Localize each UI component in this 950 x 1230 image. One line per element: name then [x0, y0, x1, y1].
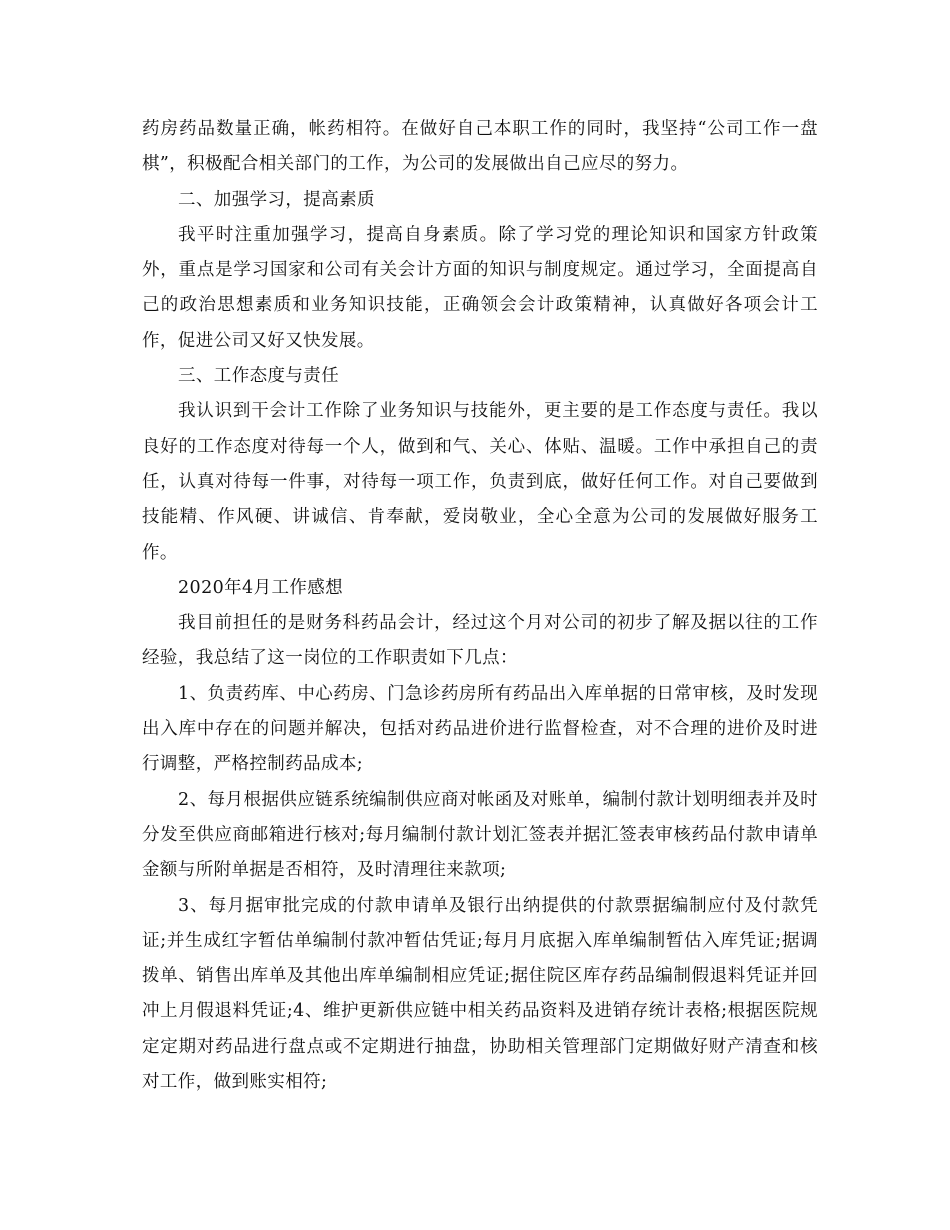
paragraph-item-2: 2、每月根据供应链系统编制供应商对帐函及对账单，编制付款计划明细表并及时分发至供应商邮箱进行核对;每月编制付款计划汇签表并据汇签表审核药品付款申请单金额与所附单据是否相符，及时清理往来款项;: [142, 789, 818, 881]
paragraph-item-3: 3、每月据审批完成的付款申请单及银行出纳提供的付款票据编制应付及付款凭证;并生成红字暂估单编制付款冲暂估凭证;每月月底据入库单编制暂估入库凭证;据调拨单、销售出库单及其他出库单编制相应凭证;据住院区库存药品编制假退料凭证并回冲上月假退料凭证;4、维护更新供应链中相关药品资料及进销存统计表格;根据医院规定定期对药品进行盘点或不定期进行抽盘，协助相关管理部门定期做好财产清查和核对工作，做到账实相符;: [142, 895, 818, 1093]
paragraph-study: 我平时注重加强学习，提高自身素质。除了学习党的理论知识和国家方针政策外，重点是学习国家和公司有关会计方面的知识与制度规定。通过学习，全面提高自己的政治思想素质和业务知识技能，正确领会会计政策精神，认真做好各项会计工作，促进公司又好又快发展。: [142, 224, 818, 351]
section-heading-attitude: 三、工作态度与责任: [178, 366, 340, 387]
paragraph-continuation: 药房药品数量正确，帐药相符。在做好自己本职工作的同时，我坚持“公司工作一盘棋”，积极配合相关部门的工作，为公司的发展做出自己应尽的努力。: [142, 119, 818, 175]
paragraph-intro: 我目前担任的是财务科药品会计，经过这个月对公司的初步了解及据以往的工作经验，我总结了这一岗位的工作职责如下几点：: [142, 613, 818, 669]
paragraph-attitude: 我认识到干会计工作除了业务知识与技能外，更主要的是工作态度与责任。我以良好的工作态度对待每一个人，做到和气、关心、体贴、温暖。工作中承担自己的责任，认真对待每一件事，对待每一项工作，负责到底，做好任何工作。对自己要做到技能精、作风硬、讲诚信、肯奉献，爱岗敬业，全心全意为公司的发展做好服务工作。: [142, 401, 818, 563]
paragraph-item-1: 1、负责药库、中心药房、门急诊药房所有药品出入库单据的日常审核，及时发现出入库中存在的问题并解决，包括对药品进价进行监督检查，对不合理的进价及时进行调整，严格控制药品成本;: [142, 683, 818, 775]
document-body: [142, 112, 818, 1100]
section-heading-april: 2020年4月工作感想: [178, 577, 344, 598]
section-heading-study: 二、加强学习，提高素质: [178, 189, 375, 210]
